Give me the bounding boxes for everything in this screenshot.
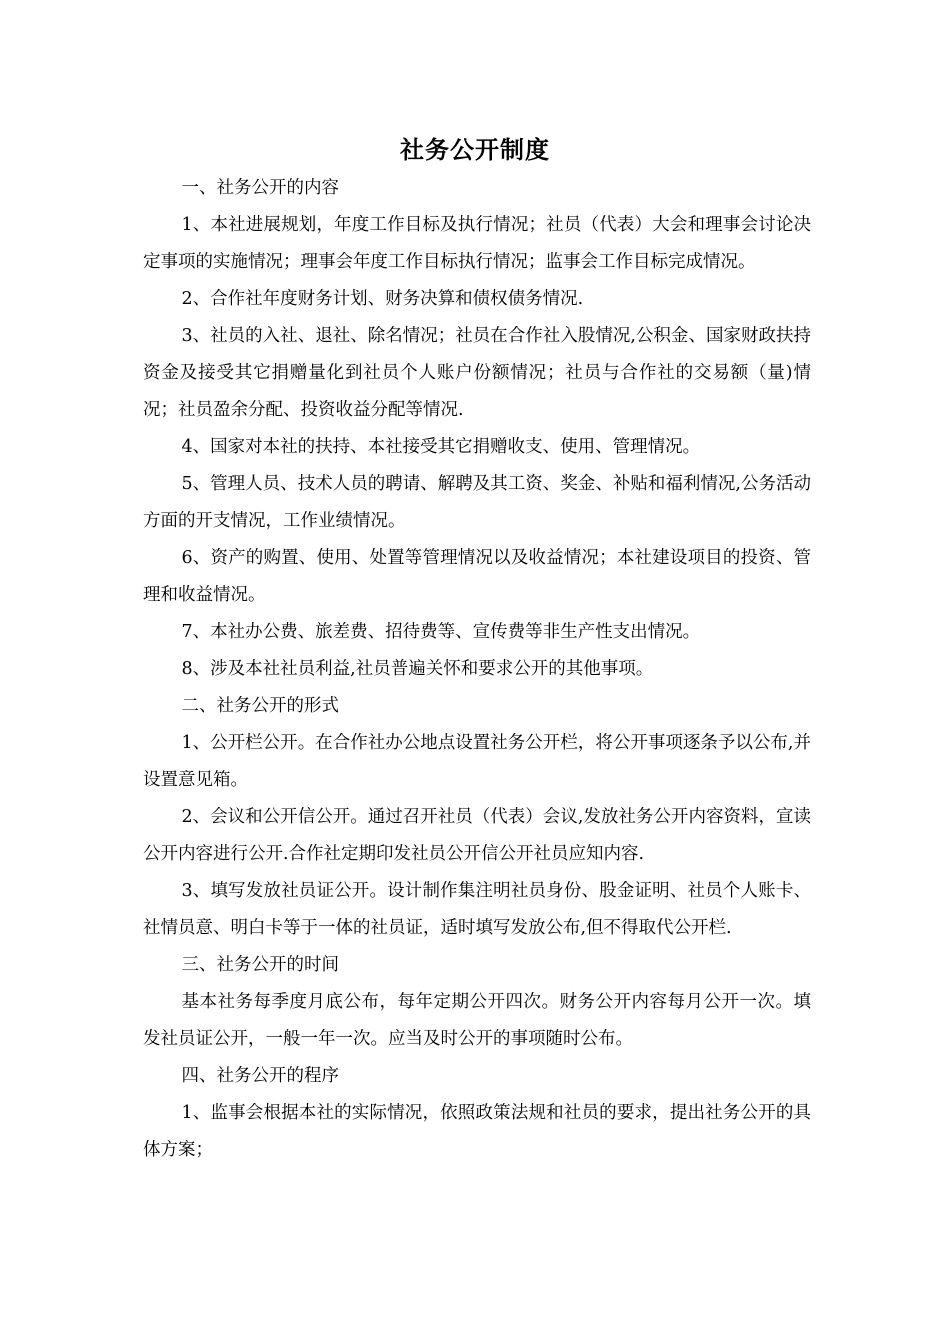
paragraph: 3、社员的入社、退社、除名情况；社员在合作社入股情况,公积金、国家财政扶持资金及接受其它捐赠量化到社员个人账户份额情况；社员与合作社的交易额（量)情况；社员盈余分配、投资收益分配等情况. [143, 326, 811, 420]
section-heading: 四、社务公开的程序 [181, 1066, 339, 1086]
paragraph: 基本社务每季度月底公布，每年定期公开四次。财务公开内容每月公开一次。填发社员证公开，一般一年一次。应当及时公开的事项随时公布。 [143, 992, 811, 1049]
paragraph: 6、资产的购置、使用、处置等管理情况以及收益情况；本社建设项目的投资、管理和收益情况。 [143, 548, 811, 605]
paragraph: 2、合作社年度财务计划、财务决算和债权债务情况. [181, 289, 584, 309]
section-heading: 二、社务公开的形式 [181, 696, 339, 716]
section-heading: 一、社务公开的内容 [181, 178, 339, 198]
paragraph: 1、本社进展规划，年度工作目标及执行情况；社员（代表）大会和理事会讨论决定事项的实施情况；理事会年度工作目标执行情况；监事会工作目标完成情况。 [143, 215, 811, 272]
document-body [143, 170, 811, 1169]
document-title: 社务公开制度 [400, 135, 550, 164]
paragraph: 3、填写发放社员证公开。设计制作集注明社员身份、股金证明、社员个人账卡、社情员意、明白卡等于一体的社员证，适时填写发放公布,但不得取代公开栏. [143, 881, 811, 938]
section-heading: 三、社务公开的时间 [181, 955, 339, 975]
paragraph: 7、本社办公费、旅差费、招待费等、宣传费等非生产性支出情况。 [181, 622, 701, 642]
paragraph: 4、国家对本社的扶持、本社接受其它捐赠收支、使用、管理情况。 [181, 437, 701, 457]
paragraph: 8、涉及本社社员利益,社员普遍关怀和要求公开的其他事项。 [181, 659, 654, 679]
paragraph: 2、会议和公开信公开。通过召开社员（代表）会议,发放社务公开内容资料，宣读公开内容进行公开.合作社定期印发社员公开信公开社员应知内容. [143, 807, 811, 864]
paragraph: 5、管理人员、技术人员的聘请、解聘及其工资、奖金、补贴和福利情况,公务活动方面的开支情况，工作业绩情况。 [143, 474, 811, 531]
paragraph: 1、公开栏公开。在合作社办公地点设置社务公开栏，将公开事项逐条予以公布,并设置意见箱。 [143, 733, 811, 790]
paragraph: 1、监事会根据本社的实际情况，依照政策法规和社员的要求，提出社务公开的具体方案； [143, 1103, 811, 1160]
